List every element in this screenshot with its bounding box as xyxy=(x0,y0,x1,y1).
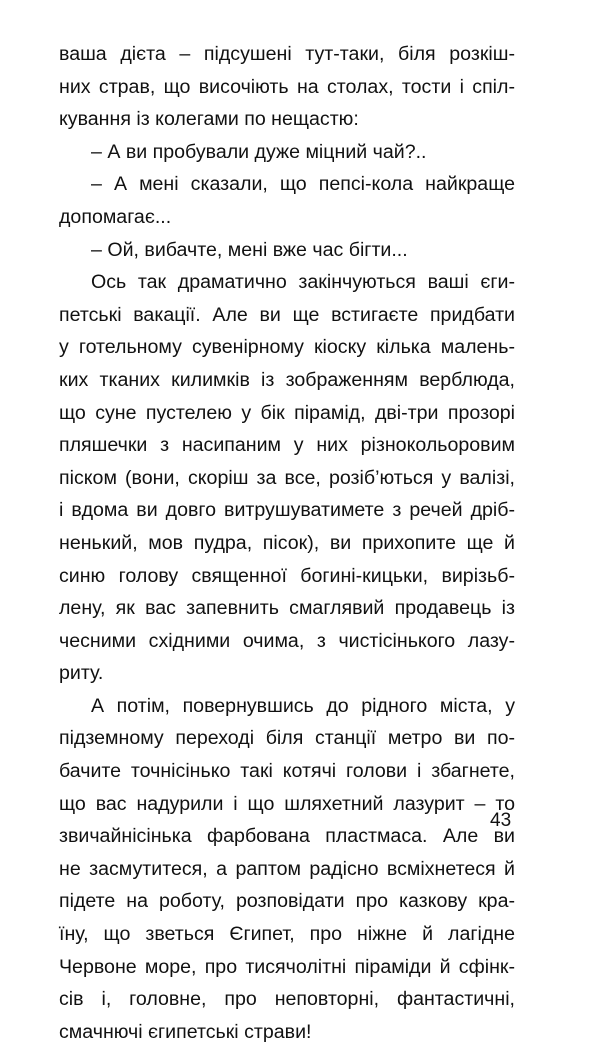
text-line: бачите точнісінько такі котячі голови і збагнете, xyxy=(59,760,515,783)
page-number: 43 xyxy=(490,810,512,831)
text-line: ких тканих килимків із зображенням верблюда, xyxy=(59,368,515,391)
dialogue-line: – А мені сказали, що пепсі-кола найкраще xyxy=(91,173,515,196)
text-line: допомагає... xyxy=(59,205,172,228)
dialogue-line: – Ой, вибачте, мені вже час бігти... xyxy=(91,238,408,261)
text-line: чесними східними очима, з чистісінького лазу- xyxy=(59,629,515,652)
text-line: підете на роботу, розповідати про казкову кра- xyxy=(59,890,515,913)
text-line: пляшечки з насипаним у них різнокольоровим xyxy=(59,434,515,457)
text-line: лену, як вас запевнить смаглявий продавець із xyxy=(59,597,515,620)
text-line: піском (вони, скоріш за все, розіб’ються у валізі, xyxy=(59,466,515,489)
text-line: кування із колегами по нещастю: xyxy=(59,108,359,131)
text-line: синю голову священної богині-кицьки, вирізьб- xyxy=(59,564,515,587)
text-line: них страв, що височіють на столах, тости і спіл- xyxy=(59,75,515,98)
text-line: підземному переході біля станції метро ви по- xyxy=(59,727,515,750)
text-line: петські вакації. Але ви ще встигаєте придбати xyxy=(59,303,515,326)
text-line: риту. xyxy=(59,662,104,685)
text-line: не засмутитеся, а раптом радісно всміхнетеся й xyxy=(59,857,515,880)
text-line: і вдома ви довго витрушуватимете з речей дріб- xyxy=(59,499,515,522)
text-line: у готельному сувенірному кіоску кілька малень- xyxy=(59,336,515,359)
dialogue-line: – А ви пробували дуже міцний чай?.. xyxy=(91,140,427,163)
text-line: смачнючі єгипетські страви! xyxy=(59,1020,312,1043)
text-line: звичайнісінька фарбована пластмаса. Але ви xyxy=(59,825,515,848)
text-line: їну, що зветься Єгипет, про ніжне й лагідне xyxy=(59,923,515,946)
text-line: Червоне море, про тисячолітні піраміди й сфінк- xyxy=(59,955,515,978)
text-line: ваша дієта – підсушені тут-таки, біля розкіш- xyxy=(59,43,515,65)
paragraph-start-line: А потім, повернувшись до рідного міста, у xyxy=(91,694,515,717)
text-line: ненький, мов пудра, пісок), ви прихопите ще й xyxy=(59,531,515,554)
text-line: що суне пустелею у бік пірамід, дві-три прозорі xyxy=(59,401,515,424)
text-line: що вас надурили і що шляхетний лазурит – то xyxy=(59,792,515,815)
paragraph-start-line: Ось так драматично закінчуються ваші єги- xyxy=(91,271,515,294)
text-line: сів і, головне, про неповторні, фантастичні, xyxy=(59,988,515,1011)
book-page-text xyxy=(59,38,515,1048)
